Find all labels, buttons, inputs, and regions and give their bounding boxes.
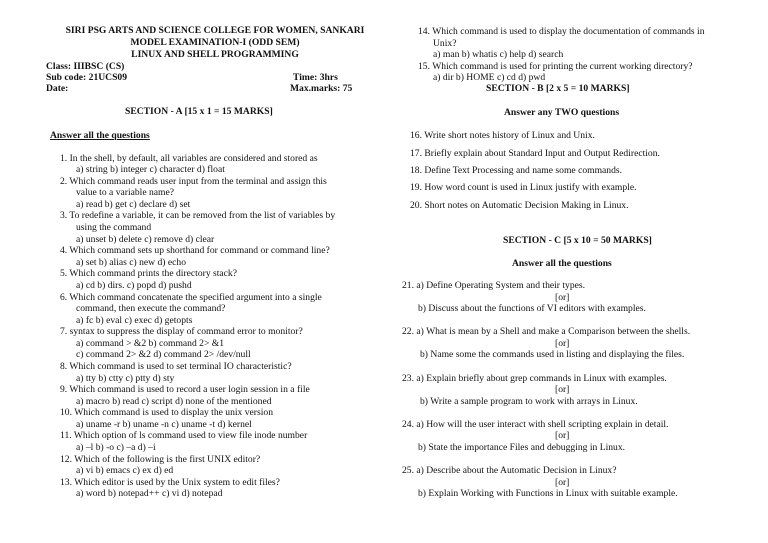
question-12-options: a) vi b) emacs c) ex d) ed: [76, 465, 174, 476]
question-8-options: a) tty b) ctty c) ptty d) sty: [76, 373, 175, 384]
question-22a: 22. a) What is mean by a Shell and make a Comparison between the shells.: [402, 326, 691, 337]
question-12: 12. Which of the following is the first UNIX editor?: [60, 454, 261, 465]
question-17: 17. Briefly explain about Standard Input and Output Redirection.: [410, 148, 660, 159]
question-5: 5. Which command prints the directory stack?: [60, 268, 237, 279]
question-3-options: a) unset b) delete c) remove d) clear: [76, 234, 215, 245]
question-3-cont: using the command: [76, 222, 152, 233]
question-13-options: a) word b) notepad++ c) vi d) notepad: [76, 488, 223, 499]
question-21a: 21. a) Define Operating System and their types.: [402, 280, 586, 291]
question-4: 4. Which command sets up shorthand for command or command line?: [60, 245, 330, 256]
question-9: 9. Which command is used to record a user login session in a file: [60, 384, 310, 395]
question-21b: b) Discuss about the functions of VI editors with examples.: [418, 303, 646, 314]
section-b-title: SECTION - B [2 x 5 = 10 MARKS]: [486, 83, 630, 94]
question-20: 20. Short notes on Automatic Decision Making in Linux.: [410, 200, 629, 211]
or-23: [or]: [555, 384, 570, 395]
question-25a: 25. a) Describe about the Automatic Decision in Linux?: [402, 465, 617, 476]
section-a-instruction: Answer all the questions: [50, 130, 150, 141]
question-15: 15. Which command is used for printing the current working directory?: [418, 61, 693, 72]
max-marks: Max.marks: 75: [290, 83, 353, 94]
section-c-instruction: Answer all the questions: [512, 258, 612, 269]
question-1: 1. In the shell, by default, all variables are considered and stored as: [60, 153, 318, 164]
question-11: 11. Which option of ls command used to view file inode number: [60, 430, 308, 441]
question-4-options: a) set b) alias c) new d) echo: [76, 257, 187, 268]
question-6-cont: command, then execute the command?: [76, 303, 226, 314]
question-14-cont: Unix?: [433, 38, 457, 49]
section-b-instruction: Answer any TWO questions: [504, 107, 620, 118]
or-21: [or]: [555, 292, 570, 303]
question-14: 14. Which command is used to display the documentation of commands in: [418, 26, 705, 37]
question-13: 13. Which editor is used by the Unix system to edit files?: [60, 477, 280, 488]
question-15-options: a) dir b) HOME c) cd d) pwd: [433, 72, 546, 83]
or-24: [or]: [555, 430, 570, 441]
question-18: 18. Define Text Processing and name some commands.: [410, 165, 623, 176]
or-22: [or]: [555, 338, 570, 349]
college-name: SIRI PSG ARTS AND SCIENCE COLLEGE FOR WOMEN, SANKARI: [65, 25, 365, 36]
question-23b: b) Write a sample program to work with arrays in Linux.: [420, 396, 638, 407]
question-24b: b) State the importance Files and debugging in Linux.: [418, 442, 626, 453]
question-7: 7. syntax to suppress the display of command error to monitor?: [60, 326, 303, 337]
question-23a: 23. a) Explain briefly about grep commands in Linux with examples.: [402, 373, 667, 384]
question-3: 3. To redefine a variable, it can be removed from the list of variables by: [60, 210, 336, 221]
question-2: 2. Which command reads user input from the terminal and assign this: [60, 176, 327, 187]
question-19: 19. How word count is used in Linux justify with example.: [410, 182, 637, 193]
question-6: 6. Which command concatenate the specified argument into a single: [60, 292, 322, 303]
question-9-options: a) macro b) read c) script d) none of the mentioned: [76, 396, 272, 407]
question-2-options: a) read b) get c) declare d) set: [76, 199, 191, 210]
section-c-title: SECTION - C [5 x 10 = 50 MARKS]: [503, 235, 652, 246]
exam-title: MODEL EXAMINATION-I (ODD SEM): [130, 37, 300, 48]
section-a-title: SECTION - A [15 x 1 = 15 MARKS]: [125, 106, 273, 117]
question-14-options: a) man b) whatis c) help d) search: [433, 49, 564, 60]
question-7-options-2: c) command 2> &2 d) command 2> /dev/null: [76, 349, 251, 360]
question-11-options: a) –l b) -o c) –a d) –i: [76, 442, 156, 453]
question-10-options: a) uname -r b) uname -n c) uname -t d) kernel: [76, 419, 252, 430]
subject-title: LINUX AND SHELL PROGRAMMING: [131, 49, 299, 60]
class-label: Class: IIIBSC (CS): [46, 61, 125, 72]
question-2-cont: value to a variable name?: [76, 187, 175, 198]
or-25: [or]: [555, 477, 570, 488]
time-label: Time: 3hrs: [293, 72, 338, 83]
question-6-options: a) fc b) eval c) exec d) getopts: [76, 315, 193, 326]
question-1-options: a) string b) integer c) character d) float: [76, 164, 225, 175]
question-22b: b) Name some the commands used in listing and displaying the files.: [420, 349, 685, 360]
question-8: 8. Which command is used to set terminal IO characteristic?: [60, 361, 292, 372]
question-16: 16. Write short notes history of Linux and Unix.: [410, 130, 595, 141]
question-5-options: a) cd b) dirs. c) popd d) pushd: [76, 280, 192, 291]
sub-code: Sub code: 21UCS09: [46, 72, 128, 83]
date-label: Date:: [46, 83, 69, 94]
question-10: 10. Which command is used to display the unix version: [60, 407, 273, 418]
question-7-options-1: a) command > &2 b) command 2> &1: [76, 338, 225, 349]
question-25b: b) Explain Working with Functions in Linux with suitable example.: [418, 488, 678, 499]
question-24a: 24. a) How will the user interact with shell scripting explain in detail.: [402, 419, 669, 430]
